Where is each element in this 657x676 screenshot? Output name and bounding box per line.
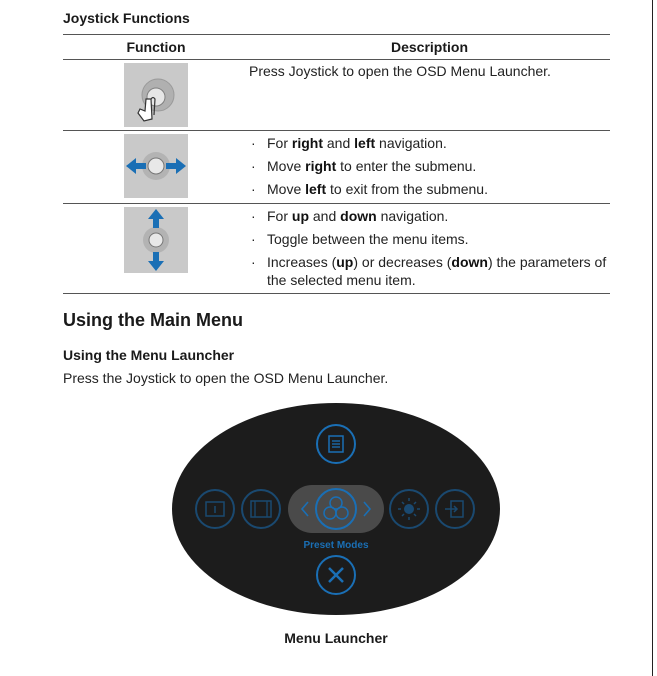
menu-launcher-image [171,402,501,616]
list-item: · For up and down navigation. [249,207,610,226]
preset-modes-selected [288,485,384,533]
table-row [63,204,610,294]
joystick-functions-table [63,34,610,294]
function-cell [63,60,249,131]
table-row [63,131,610,204]
table-header-row [63,35,610,60]
joystick-press-icon [124,63,188,127]
list-item: · Toggle between the menu items. [249,230,610,249]
main-menu-heading: Using the Main Menu [63,310,243,330]
instruction-paragraph: Press the Joystick to open the OSD Menu Launcher. [63,370,389,386]
list-item: · For right and left navigation. [249,134,610,153]
table-row [63,60,610,131]
section-title: Joystick Functions [63,10,190,26]
description-cell [249,131,610,204]
joystick-up-down-icon [124,207,188,273]
list-item: · Move right to enter the submenu. [249,157,610,176]
function-cell [63,204,249,294]
description-cell [249,60,610,131]
preset-modes-label: Preset Modes [303,540,369,551]
description-text: Press Joystick to open the OSD Menu Launcher. [249,63,551,79]
header-description: Description [249,35,610,60]
list-item: · Increases (up) or decreases (down) the parameters of the selected menu item. [249,253,610,289]
page-right-border [652,0,653,676]
menu-launcher-subheading: Using the Menu Launcher [63,347,235,363]
list-item: · Move left to exit from the submenu. [249,180,610,199]
function-cell [63,131,249,204]
figure-caption: Menu Launcher [284,630,388,646]
joystick-left-right-icon [124,134,188,198]
header-function: Function [63,35,249,60]
description-cell [249,204,610,294]
